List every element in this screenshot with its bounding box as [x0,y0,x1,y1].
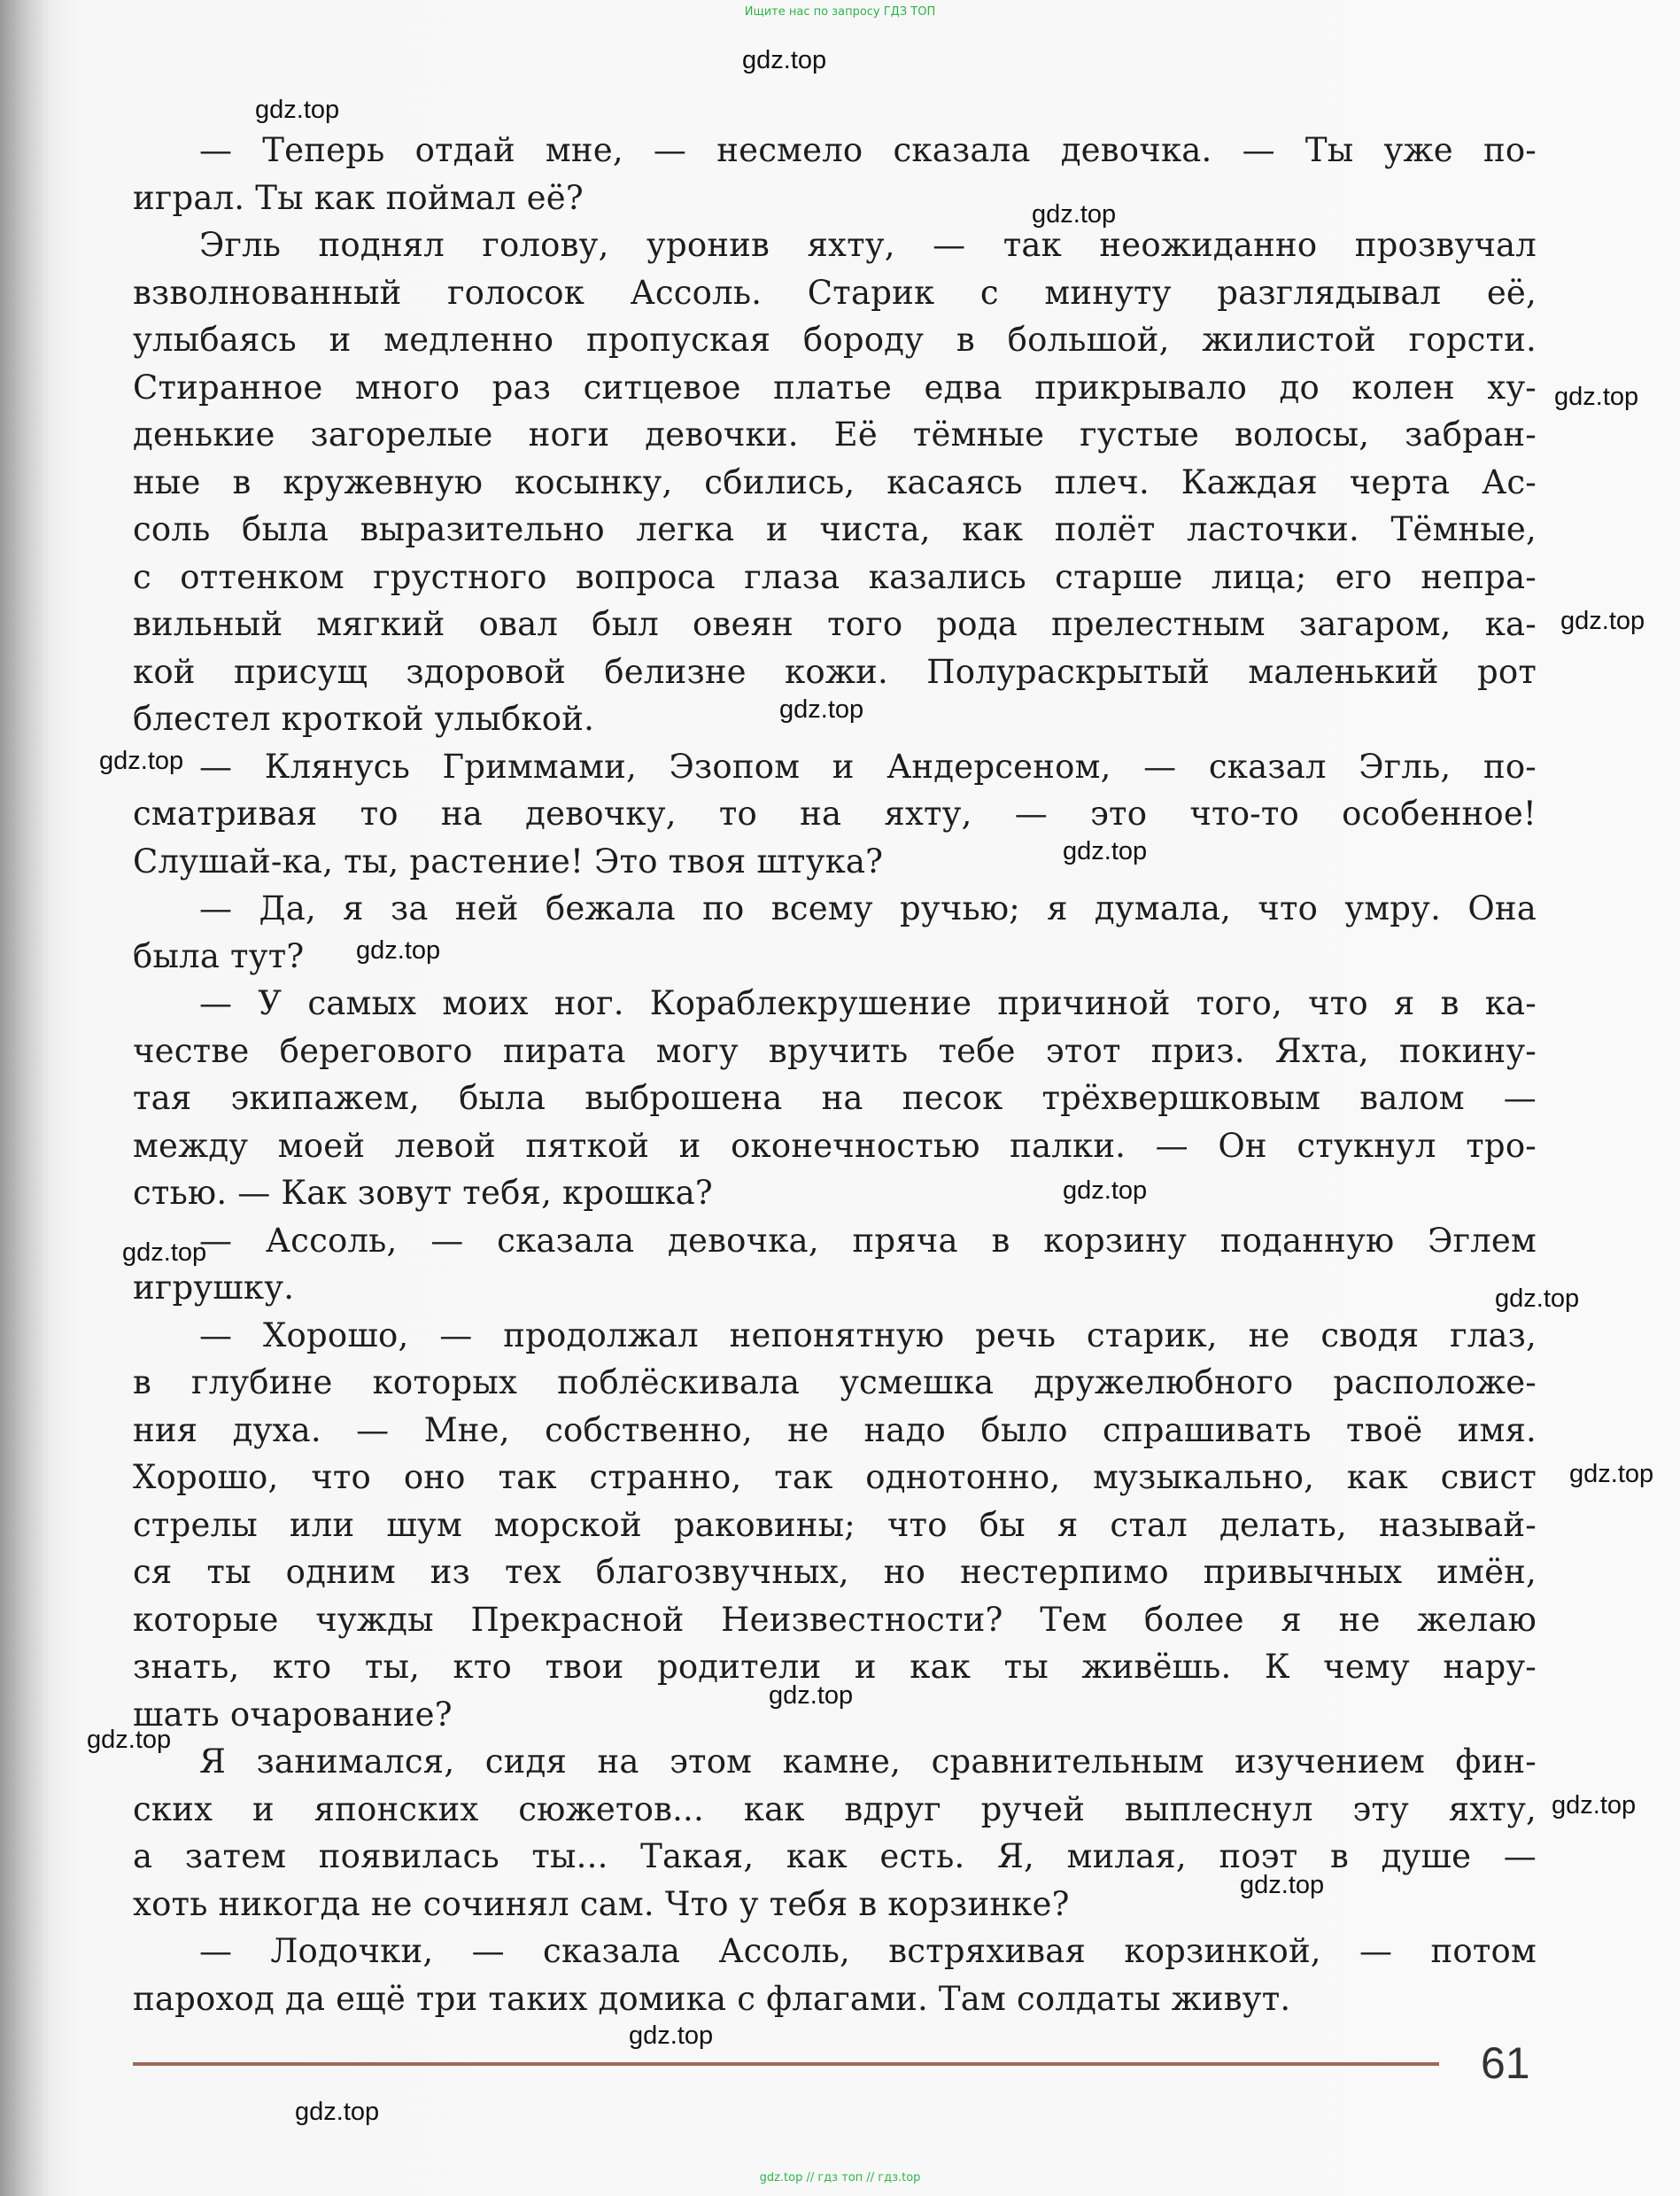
text-line: — Клянусь Гриммами, Эзопом и Андерсеном, — сказал Эгль, по- [199,747,1537,786]
watermark: gdz.top [779,695,864,724]
text-line: — Теперь отдай мне, — несмело сказала девочка. — Ты уже по- [199,131,1537,169]
text-line: — У самых моих ног. Кораблекрушение причиной того, что я в ка- [199,984,1537,1022]
text-line: шать очарование? [133,1695,453,1734]
text-line: честве берегового пирата могу вручить тебе этот приз. Яхта, покину- [133,1031,1537,1070]
text-line: — Да, я за ней бежала по всему ручью; я думала, что умру. Она [199,889,1537,927]
text-line: — Ассоль, — сказала девочка, пряча в корзину поданную Эглем [199,1221,1537,1260]
story-text [133,127,1537,2022]
watermark: gdz.top [1554,383,1639,411]
text-line: с оттенком грустного вопроса глаза казались старше лица; его непра- [133,557,1537,596]
watermark: gdz.top [122,1238,207,1267]
text-line: Слушай-ка, ты, растение! Это твоя штука? [133,842,884,881]
text-line: в глубине которых поблёскивала усмешка дружелюбного расположе- [133,1363,1537,1401]
watermark: gdz.top [87,1726,172,1754]
text-line: Эгль поднял голову, уронив яхту, — так неожиданно прозвучал [199,226,1537,264]
watermark: gdz.top [356,936,441,965]
text-line: взволнованный голосок Ассоль. Старик с минуту разглядывал её, [133,273,1537,312]
watermark: gdz.top [1552,1791,1637,1820]
text-line: а затем появилась ты... Такая, как есть. Я, милая, поэт в душе — [133,1837,1537,1875]
text-line: денькие загорелые ноги девочки. Её тёмные густые волосы, забран- [133,415,1537,454]
text-line: тая экипажем, была выброшена на песок трёхвершковым валом — [133,1079,1537,1117]
watermark: gdz.top [1063,837,1148,865]
watermark: gdz.top [1063,1176,1148,1205]
text-line: сматривая то на девочку, то на яхту, — это что-то особенное! [133,795,1537,833]
watermark: gdz.top [1560,607,1645,635]
watermark: gdz.top [1495,1284,1580,1313]
text-line: соль была выразительно легка и чиста, как полёт ласточки. Тёмные, [133,510,1537,548]
text-line: играл. Ты как поймал её? [133,178,584,217]
text-line: улыбаясь и медленно пропуская бороду в большой, жилистой горсти. [133,321,1537,359]
watermark: gdz.top [295,2098,380,2126]
footer-rule [133,2062,1439,2066]
text-line: игрушку. [133,1269,295,1307]
text-line: Хорошо, что оно так странно, так однотонно, музыкально, как свист [133,1458,1537,1496]
text-line: — Хорошо, — продолжал непонятную речь старик, не сводя глаз, [199,1315,1537,1354]
page-number: 61 [1481,2038,1530,2088]
text-line: стрелы или шум морской раковины; что бы я стал делать, называй- [133,1505,1537,1544]
watermark: gdz.top [255,96,340,124]
watermark: gdz.top [1240,1871,1325,1899]
text-line: ные в кружевную косынку, сбились, касаясь плеч. Каждая черта Ас- [133,462,1537,501]
text-line: пароход да ещё три таких домика с флагами. Там солдаты живут. [133,1979,1291,2018]
watermark: gdz.top [1569,1460,1654,1488]
bottom-banner: gdz.top // гдз топ // гдз.top [759,2171,921,2184]
text-line: ся ты одним из тех благозвучных, но нестерпимо привычных имён, [133,1553,1537,1591]
text-line: была тут? [133,936,305,975]
text-line: между моей левой пяткой и оконечностью палки. — Он стукнул тро- [133,1126,1537,1165]
text-line: знать, кто ты, кто твои родители и как ты живёшь. К чему нару- [133,1648,1537,1686]
text-line: ских и японских сюжетов... как вдруг ручей выплеснул эту яхту, [133,1789,1537,1828]
text-line: ния духа. — Мне, собственно, не надо было спрашивать твоё имя. [133,1410,1537,1449]
text-line: Я занимался, сидя на этом камне, сравнительным изучением фин- [199,1742,1537,1781]
text-line: которые чужды Прекрасной Неизвестности? Тем более я не желаю [133,1600,1537,1639]
text-line: стью. — Как зовут тебя, крошка? [133,1174,713,1212]
watermark: gdz.top [1032,200,1117,229]
watermark: gdz.top [769,1681,854,1710]
watermark: gdz.top [742,46,827,74]
top-banner: Ищите нас по запросу ГДЗ ТОП [744,5,936,19]
text-line: вильный мягкий овал был овеян того рода прелестным загаром, ка- [133,605,1537,643]
text-line: — Лодочки, — сказала Ассоль, встряхивая корзинкой, — потом [199,1932,1537,1970]
watermark: gdz.top [99,747,184,775]
text-line: блестел кроткой улыбкой. [133,700,595,738]
text-line: Стиранное много раз ситцевое платье едва прикрывало до колен ху- [133,368,1537,407]
watermark: gdz.top [629,2021,714,2050]
text-line: кой присущ здоровой белизне кожи. Полураскрытый маленький рот [133,652,1537,691]
text-line: хоть никогда не сочинял сам. Что у тебя в корзинке? [133,1884,1070,1923]
